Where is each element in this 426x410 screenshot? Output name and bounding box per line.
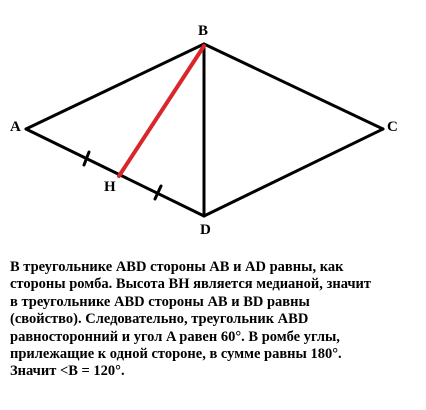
label-vertex-A: A <box>10 119 21 135</box>
label-vertex-B: B <box>198 23 209 39</box>
label-point-H: H <box>104 179 116 195</box>
side-CD <box>204 129 383 216</box>
side-DA <box>26 129 204 216</box>
side-BC <box>204 44 383 129</box>
label-vertex-C: C <box>387 119 398 135</box>
label-vertex-D: D <box>200 222 211 238</box>
solution-line: прилежащие к одной стороне, в сумме равны 180°. <box>10 346 342 363</box>
solution-line: (свойство). Следовательно, треугольник ABD <box>10 311 309 328</box>
solution-line: в треугольнике ABD стороны AB и BD равны <box>10 293 310 310</box>
solution-line: В треугольнике ABD стороны AB и AD равны, как <box>10 259 344 275</box>
solution-line: равносторонний и угол A равен 60°. В ромбе углы, <box>10 328 340 345</box>
solution-text <box>10 259 420 381</box>
solution-line: Значит <B = 120°. <box>10 363 125 380</box>
solution-line: стороны ромба. Высота BH является медианой, значит <box>10 276 372 293</box>
